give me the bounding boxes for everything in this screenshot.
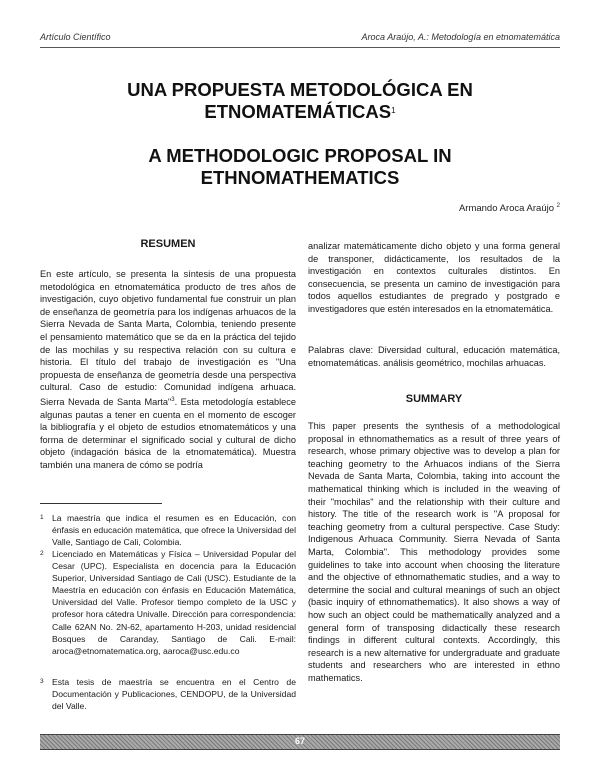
title-english-line2: ETHNOMATHEMATICS — [200, 167, 400, 188]
resumen-text-part2: . Esta metodología establece algunas pautas a tener en cuenta en el momento de escoger la bibliografía y el objeto de estudios etnomatemáticos y una forma de determinar el significado social y cultural de dicho objeto (indagación básica de la etnomatemática). Muestra también una manera de cómo se podría — [40, 397, 296, 470]
title-spanish-line2: ETNOMATEMÁTICAS — [204, 101, 392, 122]
resumen-text-part1: En este artículo, se presenta la síntesis de una propuesta metodológica en etnomatemática producto de tres años de investigación, cuyo objetivo fundamental fue construir un plan de enseñanza de geometría para los indígenas arhuacos de la Sierra Nevada de Santa Marta, Colombia, teniendo presente el pensamiento matemático que se da en la práctica del tejido de las mochilas y su respectiva relación con su cultura e historia. El título del trabajo de investigación es "Una propuesta de enseñanza de geometría desde una perspectiva cultural. Caso de estudio: Comunidad indígena arhuaca. Sierra Nevada de Santa Marta" — [40, 269, 296, 407]
title-english-line1: A METHODOLOGIC PROPOSAL IN — [148, 145, 452, 166]
footnote-2-text: Licenciado en Matemáticas y Física – Universidad Popular del Cesar (UPC). Especialista en docencia para la Educación Superior, Universidad Santiago de Cali (USC). Estudiante de la Maestría en educación con énfasis en Educación Matemática, Universidad del Valle. Profesor tiempo completo de la USC y profesor hora cátedra Univalle. Dirección para correspondencia: Calle 62AN No. 2N-62, apartamento H-203, unidad residencial Bosques de Caranday, Santiago de Cali. E-mail: aroca@etnomatematica.org, aaroca@usc.edu.co — [52, 549, 296, 656]
title-spanish — [40, 79, 560, 123]
footnote-2-mark: 2 — [40, 550, 44, 557]
resumen-footnote-mark: 3 — [171, 396, 175, 403]
resumen-continued — [308, 240, 560, 316]
footnote-2 — [40, 548, 296, 657]
footnote-3-text: Esta tesis de maestría se encuentra en el Centro de Documentación y Publicaciones, CENDOPU, de la Universidad del Valle. — [52, 677, 296, 712]
author-line — [459, 203, 560, 214]
summary-heading: SUMMARY — [405, 393, 463, 405]
title-footnote-mark: 1 — [391, 106, 396, 115]
header-rule — [40, 47, 560, 48]
summary-text: This paper presents the synthesis of a methodological proposal in ethnomathematics as a result of three years of research, whose primary objective was to develop a plan for teaching geometry to the Arhuacos indians of the Sierra Nevada de Santa Marta, Colombia, taking into account the mathematical thinking which is included in the weaving of their "mochilas" and the relationship with their culture and history. The title of the research work is "A proposal for teaching geometry from a cultural perspective. Case Study: Indigenous Arhuaca Community. Sierra Nevada of Santa Marta, Colombia". This methodology provides some guidelines to take into account when choosing the literature and the objective of ethnomathematic studies, and a way to determine the social and cultural meanings of such an object (basic inquiry of ethnomathematics). It also shows a way of how such an object could be mathematically analyzed and a general form of transposing didactically these research findings in different cultural contexts. Accordingly, this research is a new alternative for undergraduate and graduate students and researchers who are interested in ethno mathematics. — [308, 421, 560, 683]
page-number: 67 — [294, 736, 305, 746]
footnote-3-mark: 3 — [40, 678, 44, 685]
title-english — [40, 145, 560, 189]
resumen-body — [40, 268, 296, 472]
footnote-1 — [40, 512, 296, 548]
footnote-divider — [40, 503, 162, 504]
running-header-left: Artículo Científico — [40, 32, 111, 42]
keywords — [308, 344, 560, 369]
footnote-3 — [40, 676, 296, 712]
summary-body — [308, 420, 560, 684]
title-spanish-line1: UNA PROPUESTA METODOLÓGICA EN — [127, 79, 473, 100]
running-header-right: Aroca Araújo, A.: Metodología en etnomatemática — [361, 32, 560, 42]
footnote-1-mark: 1 — [40, 514, 44, 521]
keywords-text: Palabras clave: Diversidad cultural, educación matemática, etnomatemáticas. análisis geométrico, mochilas arhuacas. — [308, 345, 560, 368]
author-footnote-mark: 2 — [556, 203, 560, 209]
author-name: Armando Aroca Araújo — [458, 203, 555, 215]
resumen-heading: RESUMEN — [140, 238, 196, 250]
resumen-continued-text: analizar matemáticamente dicho objeto y una forma general de transponer, didácticamente, los resultados de la investigación en contextos culturales distintos. En consecuencia, se presenta un camino de investigación para todos aquellos estudiantes de pregrado y postgrado e investigadores que estén interesados en la etnomatemática. — [308, 241, 560, 314]
title-spanish-line2-wrap — [40, 101, 560, 123]
footnote-1-text: La maestría que indica el resumen es en Educación, con énfasis en educación matemática, que ofrece la Universidad del Valle, Santiago de Cali, Colombia. — [52, 513, 296, 548]
